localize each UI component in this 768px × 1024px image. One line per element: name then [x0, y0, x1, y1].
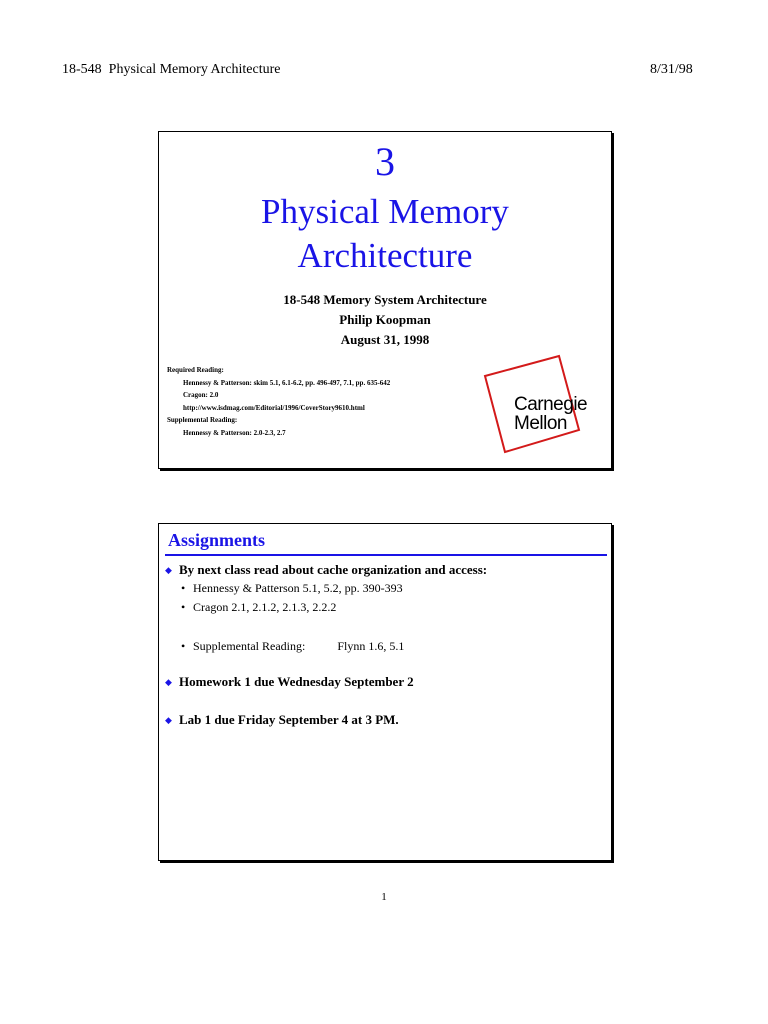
- supplemental-reading-label: Supplemental Reading:: [167, 416, 238, 424]
- reading-list: [167, 364, 390, 439]
- diamond-bullet-icon: ◆: [165, 565, 172, 575]
- title-divider: [165, 554, 607, 556]
- required-reading-link: http://www.isdmag.com/Editorial/1996/CoverStory9610.html: [183, 403, 365, 412]
- bullet-item: [165, 712, 399, 728]
- dot-bullet-icon: •: [181, 639, 186, 653]
- author-name: Philip Koopman: [339, 312, 431, 327]
- required-reading-item: Hennessy & Patterson: skim 5.1, 6.1-6.2, pp. 496-497, 7.1, pp. 635-642: [183, 378, 391, 387]
- diamond-bullet-icon: ◆: [165, 677, 172, 687]
- slide-title: Assignments: [168, 530, 266, 550]
- bullet-text: By next class read about cache organization and access:: [179, 562, 488, 577]
- lecture-date: August 31, 1998: [340, 332, 430, 347]
- page-header-title: 18-548 Physical Memory Architecture: [62, 62, 281, 77]
- sub-bullet-text: Hennessy & Patterson 5.1, 5.2, pp. 390-393: [193, 581, 403, 595]
- logo-word-carnegie: Carnegie: [514, 394, 588, 415]
- logo-word-mellon: Mellon: [514, 413, 567, 434]
- page-header-date: 8/31/98: [650, 62, 693, 77]
- dot-bullet-icon: •: [181, 581, 186, 595]
- title-slide: [158, 131, 612, 469]
- supplemental-reading-item: Hennessy & Patterson: 2.0-2.3, 2.7: [183, 428, 286, 437]
- supplemental-label: Supplemental Reading:: [193, 639, 306, 653]
- page-number: 1: [381, 891, 387, 903]
- lecture-title-line2: Architecture: [297, 236, 473, 275]
- lecture-title-line1: Physical Memory: [261, 192, 509, 231]
- carnegie-mellon-logo: [479, 348, 589, 458]
- sub-bullet-item: [181, 600, 336, 615]
- bullet-text: Homework 1 due Wednesday September 2: [179, 674, 414, 689]
- required-reading-label: Required Reading:: [167, 366, 224, 374]
- diamond-bullet-icon: ◆: [165, 715, 172, 725]
- sub-bullet-item: [181, 639, 404, 654]
- required-reading-item: Cragon: 2.0: [183, 391, 219, 399]
- dot-bullet-icon: •: [181, 600, 186, 614]
- supplemental-value: Flynn 1.6, 5.1: [337, 639, 405, 653]
- course-name: 18-548 Memory System Architecture: [283, 292, 487, 307]
- bullet-item: [165, 674, 414, 690]
- bullet-item: [165, 562, 487, 578]
- lecture-number: 3: [375, 139, 395, 184]
- sub-bullet-text: Cragon 2.1, 2.1.2, 2.1.3, 2.2.2: [193, 600, 337, 614]
- sub-bullet-item: [181, 581, 403, 596]
- lecture-title: [159, 190, 611, 278]
- bullet-text: Lab 1 due Friday September 4 at 3 PM.: [179, 712, 399, 727]
- assignments-slide: [158, 523, 612, 861]
